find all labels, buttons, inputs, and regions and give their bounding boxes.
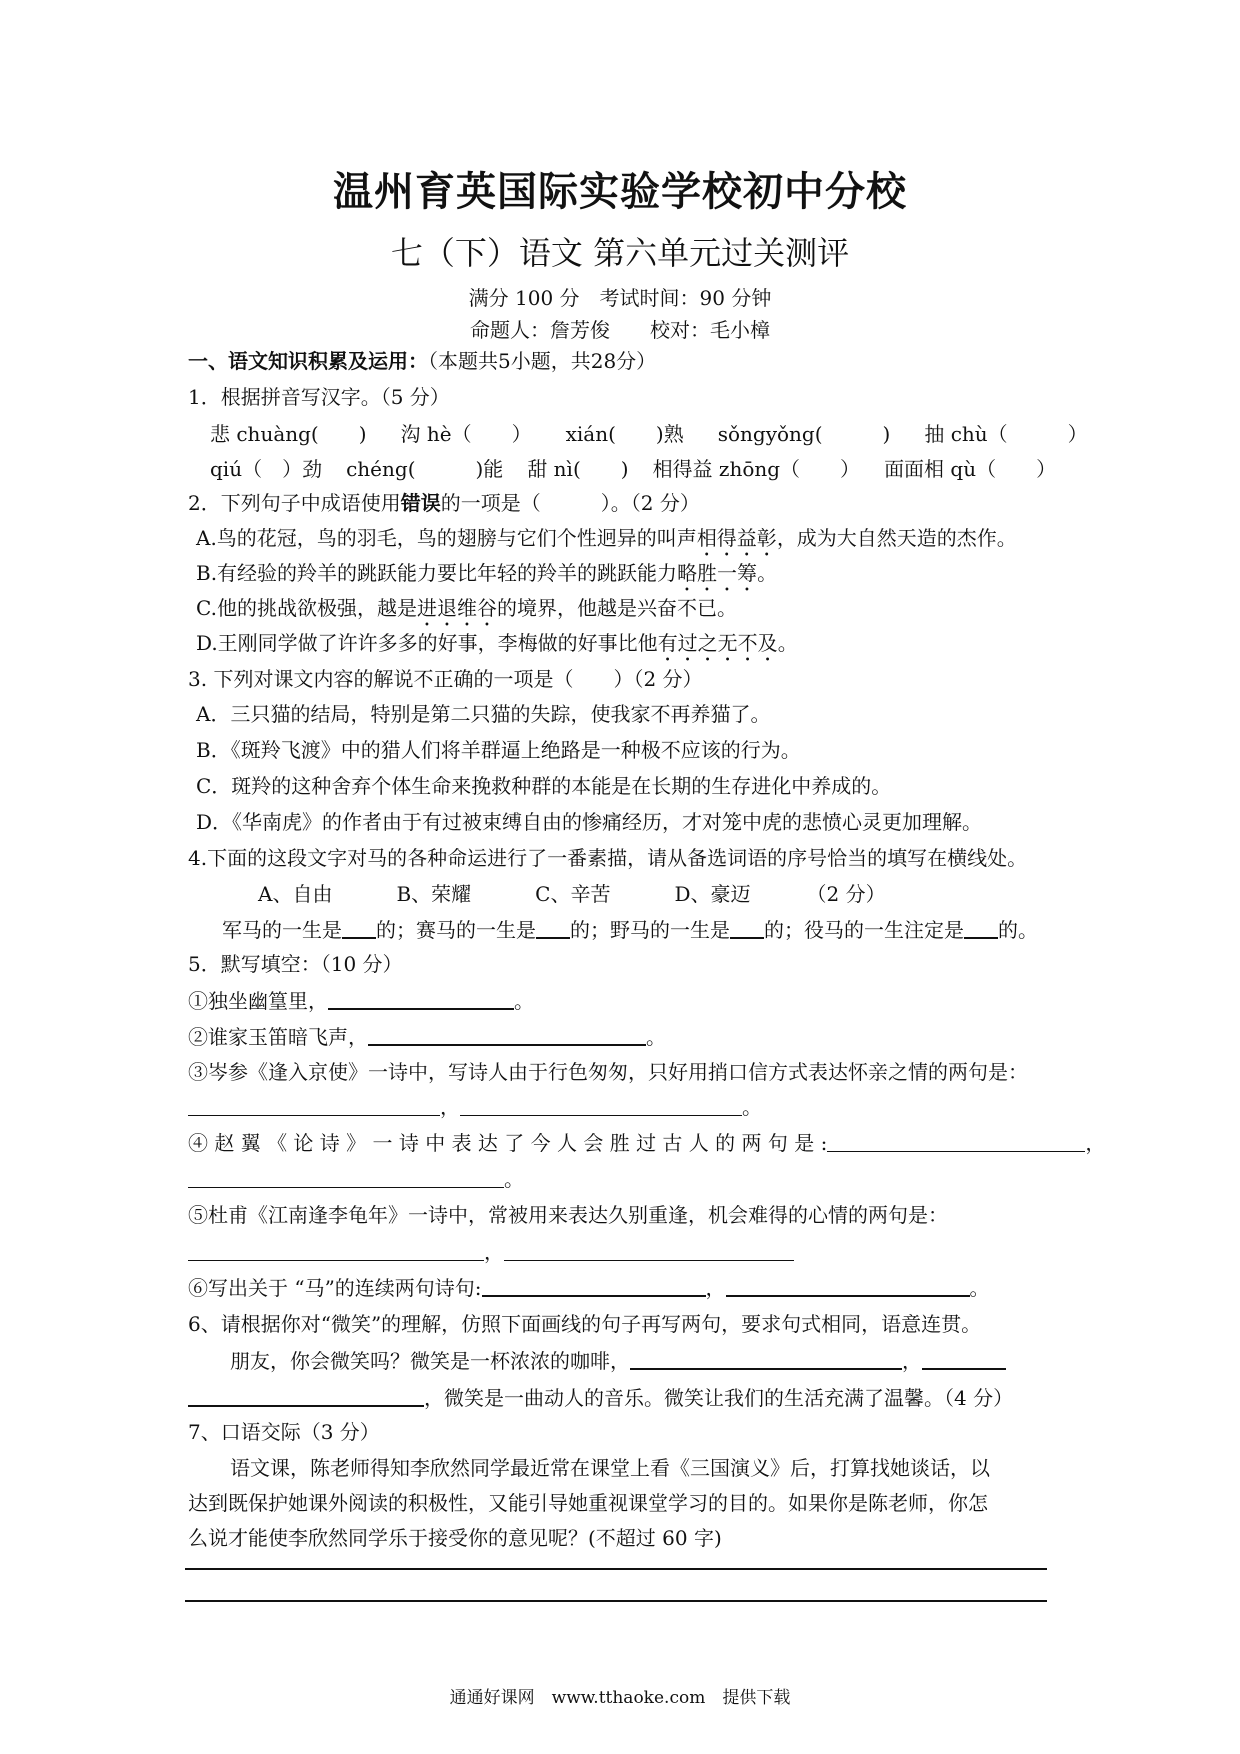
q6-blank[interactable] xyxy=(922,1346,1006,1370)
q4-text: 的。 xyxy=(998,918,1038,942)
q2-option-a xyxy=(196,524,1017,561)
q1-row-1 xyxy=(210,420,1088,448)
option-text: 。 xyxy=(777,631,798,655)
marked-idiom: 有过之无不及 xyxy=(657,631,778,655)
q5-blank[interactable] xyxy=(460,1093,742,1116)
q3-option-d: D．《华南虎》的作者由于有过被束缚自由的惨痛经历，才对笼中虎的悲愤心灵更加理解。 xyxy=(196,810,983,834)
q5-item-2 xyxy=(188,1022,666,1051)
footer-source: 通通好课网 www.tthaoke.com 提供下载 xyxy=(449,1688,791,1708)
q6-blank[interactable] xyxy=(188,1383,424,1407)
marked-idiom: 进退维谷 xyxy=(416,596,497,620)
q3-option-a: A．三只猫的结局，特别是第二只猫的失踪，使我家不再养猫了。 xyxy=(196,702,771,726)
q5-punct: ， xyxy=(705,1276,726,1300)
q5-blank[interactable] xyxy=(827,1129,1085,1152)
q7-paragraph-line-2: 达到既保护她课外阅读的积极性，又能引导她重视课堂学习的目的。如果你是陈老师，你怎 xyxy=(188,1491,988,1515)
q6-text: 朋友，你会微笑吗？微笑是一杯浓浓的咖啡， xyxy=(230,1349,630,1373)
q2-option-c xyxy=(196,594,737,631)
q4-blank[interactable] xyxy=(342,915,376,939)
q1-item: 面面相 qù（ ） xyxy=(884,457,1057,481)
q4-blank[interactable] xyxy=(536,915,570,939)
q2-stem xyxy=(188,489,700,517)
q2-stem-text: 的一项是（ ）。（2 分） xyxy=(440,491,700,515)
q6-punct: ， xyxy=(902,1349,922,1373)
q1-item: 甜 nì( ) xyxy=(527,457,629,481)
q5-text: ⑥写出关于 “马”的连续两句诗句: xyxy=(188,1276,482,1300)
q4-blank[interactable] xyxy=(964,915,998,939)
q5-punct: 。 xyxy=(969,1276,990,1300)
option-text: 。 xyxy=(757,561,778,585)
q5-blank[interactable] xyxy=(188,1165,504,1188)
q5-blank[interactable] xyxy=(482,1273,706,1297)
q6-line-1 xyxy=(230,1346,1006,1375)
q5-text: ②谁家玉笛暗飞声， xyxy=(188,1025,368,1049)
q4-options xyxy=(258,880,886,908)
q4-sentence xyxy=(222,915,1038,944)
q4-option: A、自由 xyxy=(258,882,333,906)
q3-option-b: B．《斑羚飞渡》中的猎人们将羊群逼上绝路是一种极不应该的行为。 xyxy=(196,738,801,762)
q1-stem: 1．根据拼音写汉字。（5 分） xyxy=(188,385,450,409)
q5-stem: 5．默写填空：（10 分） xyxy=(188,952,403,976)
q6-blank[interactable] xyxy=(630,1346,902,1370)
q4-stem: 4.下面的这段文字对马的各种命运进行了一番素描，请从备选词语的序号恰当的填写在横线处。 xyxy=(188,846,1028,870)
q1-item: xián( )熟 xyxy=(565,422,684,446)
q5-item-3: ③岑参《逢入京使》一诗中，写诗人由于行色匆匆，只好用捎口信方式表达怀亲之情的两句是： xyxy=(188,1060,1028,1084)
q2-option-b xyxy=(196,559,777,596)
q5-punct: ， xyxy=(440,1095,460,1119)
option-text: C.他的挑战欲极强，越是 xyxy=(196,596,417,620)
school-name: 温州育英国际实验学校初中分校 xyxy=(333,169,907,215)
q1-item: sǒngyǒng( ) xyxy=(717,422,891,446)
exam-subtitle: 七（下）语文 第六单元过关测评 xyxy=(390,234,850,272)
q5-punct: 。 xyxy=(514,989,534,1013)
q2-stem-bold: 错误 xyxy=(400,491,441,515)
exam-authors: 命题人：詹芳俊 校对：毛小樟 xyxy=(470,318,770,342)
q5-text: ①独坐幽篁里， xyxy=(188,989,328,1013)
q5-blank[interactable] xyxy=(328,986,514,1010)
q1-item: chéng( )能 xyxy=(346,457,504,481)
q4-score: （2 分） xyxy=(806,882,886,906)
q3-option-c: C．斑羚的这种舍弃个体生命来挽救种群的本能是在长期的生存进化中养成的。 xyxy=(196,774,892,798)
q5-item-4 xyxy=(188,1129,1105,1157)
q5-punct: 。 xyxy=(646,1025,666,1049)
q5-blank[interactable] xyxy=(504,1238,794,1261)
q2-option-d xyxy=(196,629,798,666)
q1-item: 沟 hè（ ） xyxy=(400,422,532,446)
q5-item-1 xyxy=(188,986,534,1015)
q5-blank[interactable] xyxy=(188,1238,484,1261)
q5-blank[interactable] xyxy=(368,1022,646,1046)
q4-option: C、辛苦 xyxy=(535,882,611,906)
exam-score-time: 满分 100 分 考试时间：90 分钟 xyxy=(468,286,772,310)
q4-text: 的；役马的一生注定是 xyxy=(764,918,964,942)
q1-item: 抽 chù（ ） xyxy=(924,422,1088,446)
option-text: ，成为大自然天造的杰作。 xyxy=(776,526,1017,550)
q4-blank[interactable] xyxy=(730,915,764,939)
q5-punct: ， xyxy=(1085,1131,1106,1155)
q1-row-2 xyxy=(210,455,1056,483)
q1-item: 悲 chuàng( ) xyxy=(210,422,367,446)
q3-stem: 3. 下列对课文内容的解说不正确的一项是（ ）（2 分） xyxy=(188,667,703,691)
q7-paragraph-line-3: 么说才能使李欣然同学乐于接受你的意见呢？(不超过 60 字) xyxy=(188,1526,722,1550)
option-text: 的境界，他越是兴奋不已。 xyxy=(496,596,737,620)
q5-blank[interactable] xyxy=(726,1273,970,1297)
option-text: B.有经验的羚羊的跳跃能力要比年轻的羚羊的跳跃能力 xyxy=(196,561,678,585)
q6-text: ，微笑是一曲动人的音乐。微笑让我们的生活充满了温馨。（4 分） xyxy=(424,1386,1014,1410)
q7-stem: 7、口语交际（3 分） xyxy=(188,1420,380,1444)
q5-punct: 。 xyxy=(742,1095,762,1119)
q1-item: qiú（ ）劲 xyxy=(210,457,323,481)
q6-line-2 xyxy=(188,1383,1013,1412)
q5-punct: ， xyxy=(484,1240,504,1264)
q4-text: 的；野马的一生是 xyxy=(570,918,730,942)
section-1-heading xyxy=(188,347,656,375)
q2-stem-text: 2．下列句子中成语使用 xyxy=(188,491,401,515)
q5-item-5: ⑤杜甫《江南逢李龟年》一诗中，常被用来表达久别重逢，机会难得的心情的两句是： xyxy=(188,1203,948,1227)
q4-option: B、荣耀 xyxy=(396,882,472,906)
q7-paragraph-line-1: 语文课，陈老师得知李欣然同学最近常在课堂上看《三国演义》后，打算找她谈话，以 xyxy=(230,1456,990,1480)
q6-stem: 6、请根据你对“微笑”的理解，仿照下面画线的句子再写两句，要求句式相同，语意连贯。 xyxy=(188,1312,982,1336)
section-1-note: （本题共5小题，共28分） xyxy=(428,349,657,373)
marked-idiom: 相得益彰 xyxy=(696,526,777,550)
q5-blank[interactable] xyxy=(188,1093,440,1116)
q5-punct: 。 xyxy=(504,1167,524,1191)
option-text: D.王刚同学做了许许多多的好事，李梅做的好事比他 xyxy=(196,631,658,655)
q4-text: 军马的一生是 xyxy=(222,918,342,942)
q5-item-5-answer xyxy=(188,1238,794,1266)
option-text: A.鸟的花冠，鸟的羽毛，鸟的翅膀与它们个性迥异的叫声 xyxy=(196,526,697,550)
q5-item-6 xyxy=(188,1273,990,1302)
answer-line[interactable] xyxy=(185,1568,1047,1570)
q1-item: 相得益 zhōng（ ） xyxy=(652,457,861,481)
answer-line[interactable] xyxy=(185,1600,1047,1602)
section-1-title: 一、语文知识积累及运用： xyxy=(188,349,428,373)
q5-item-3-answer xyxy=(188,1093,762,1121)
q5-text: ④ 赵 翼 《 论 诗 》 一 诗 中 表 达 了 今 人 会 胜 过 古 人 的 两 句 是 : xyxy=(188,1131,828,1155)
q5-item-4-answer xyxy=(188,1165,524,1193)
marked-idiom: 略胜一筹 xyxy=(677,561,758,585)
q4-text: 的；赛马的一生是 xyxy=(376,918,536,942)
q4-option: D、豪迈 xyxy=(674,882,751,906)
